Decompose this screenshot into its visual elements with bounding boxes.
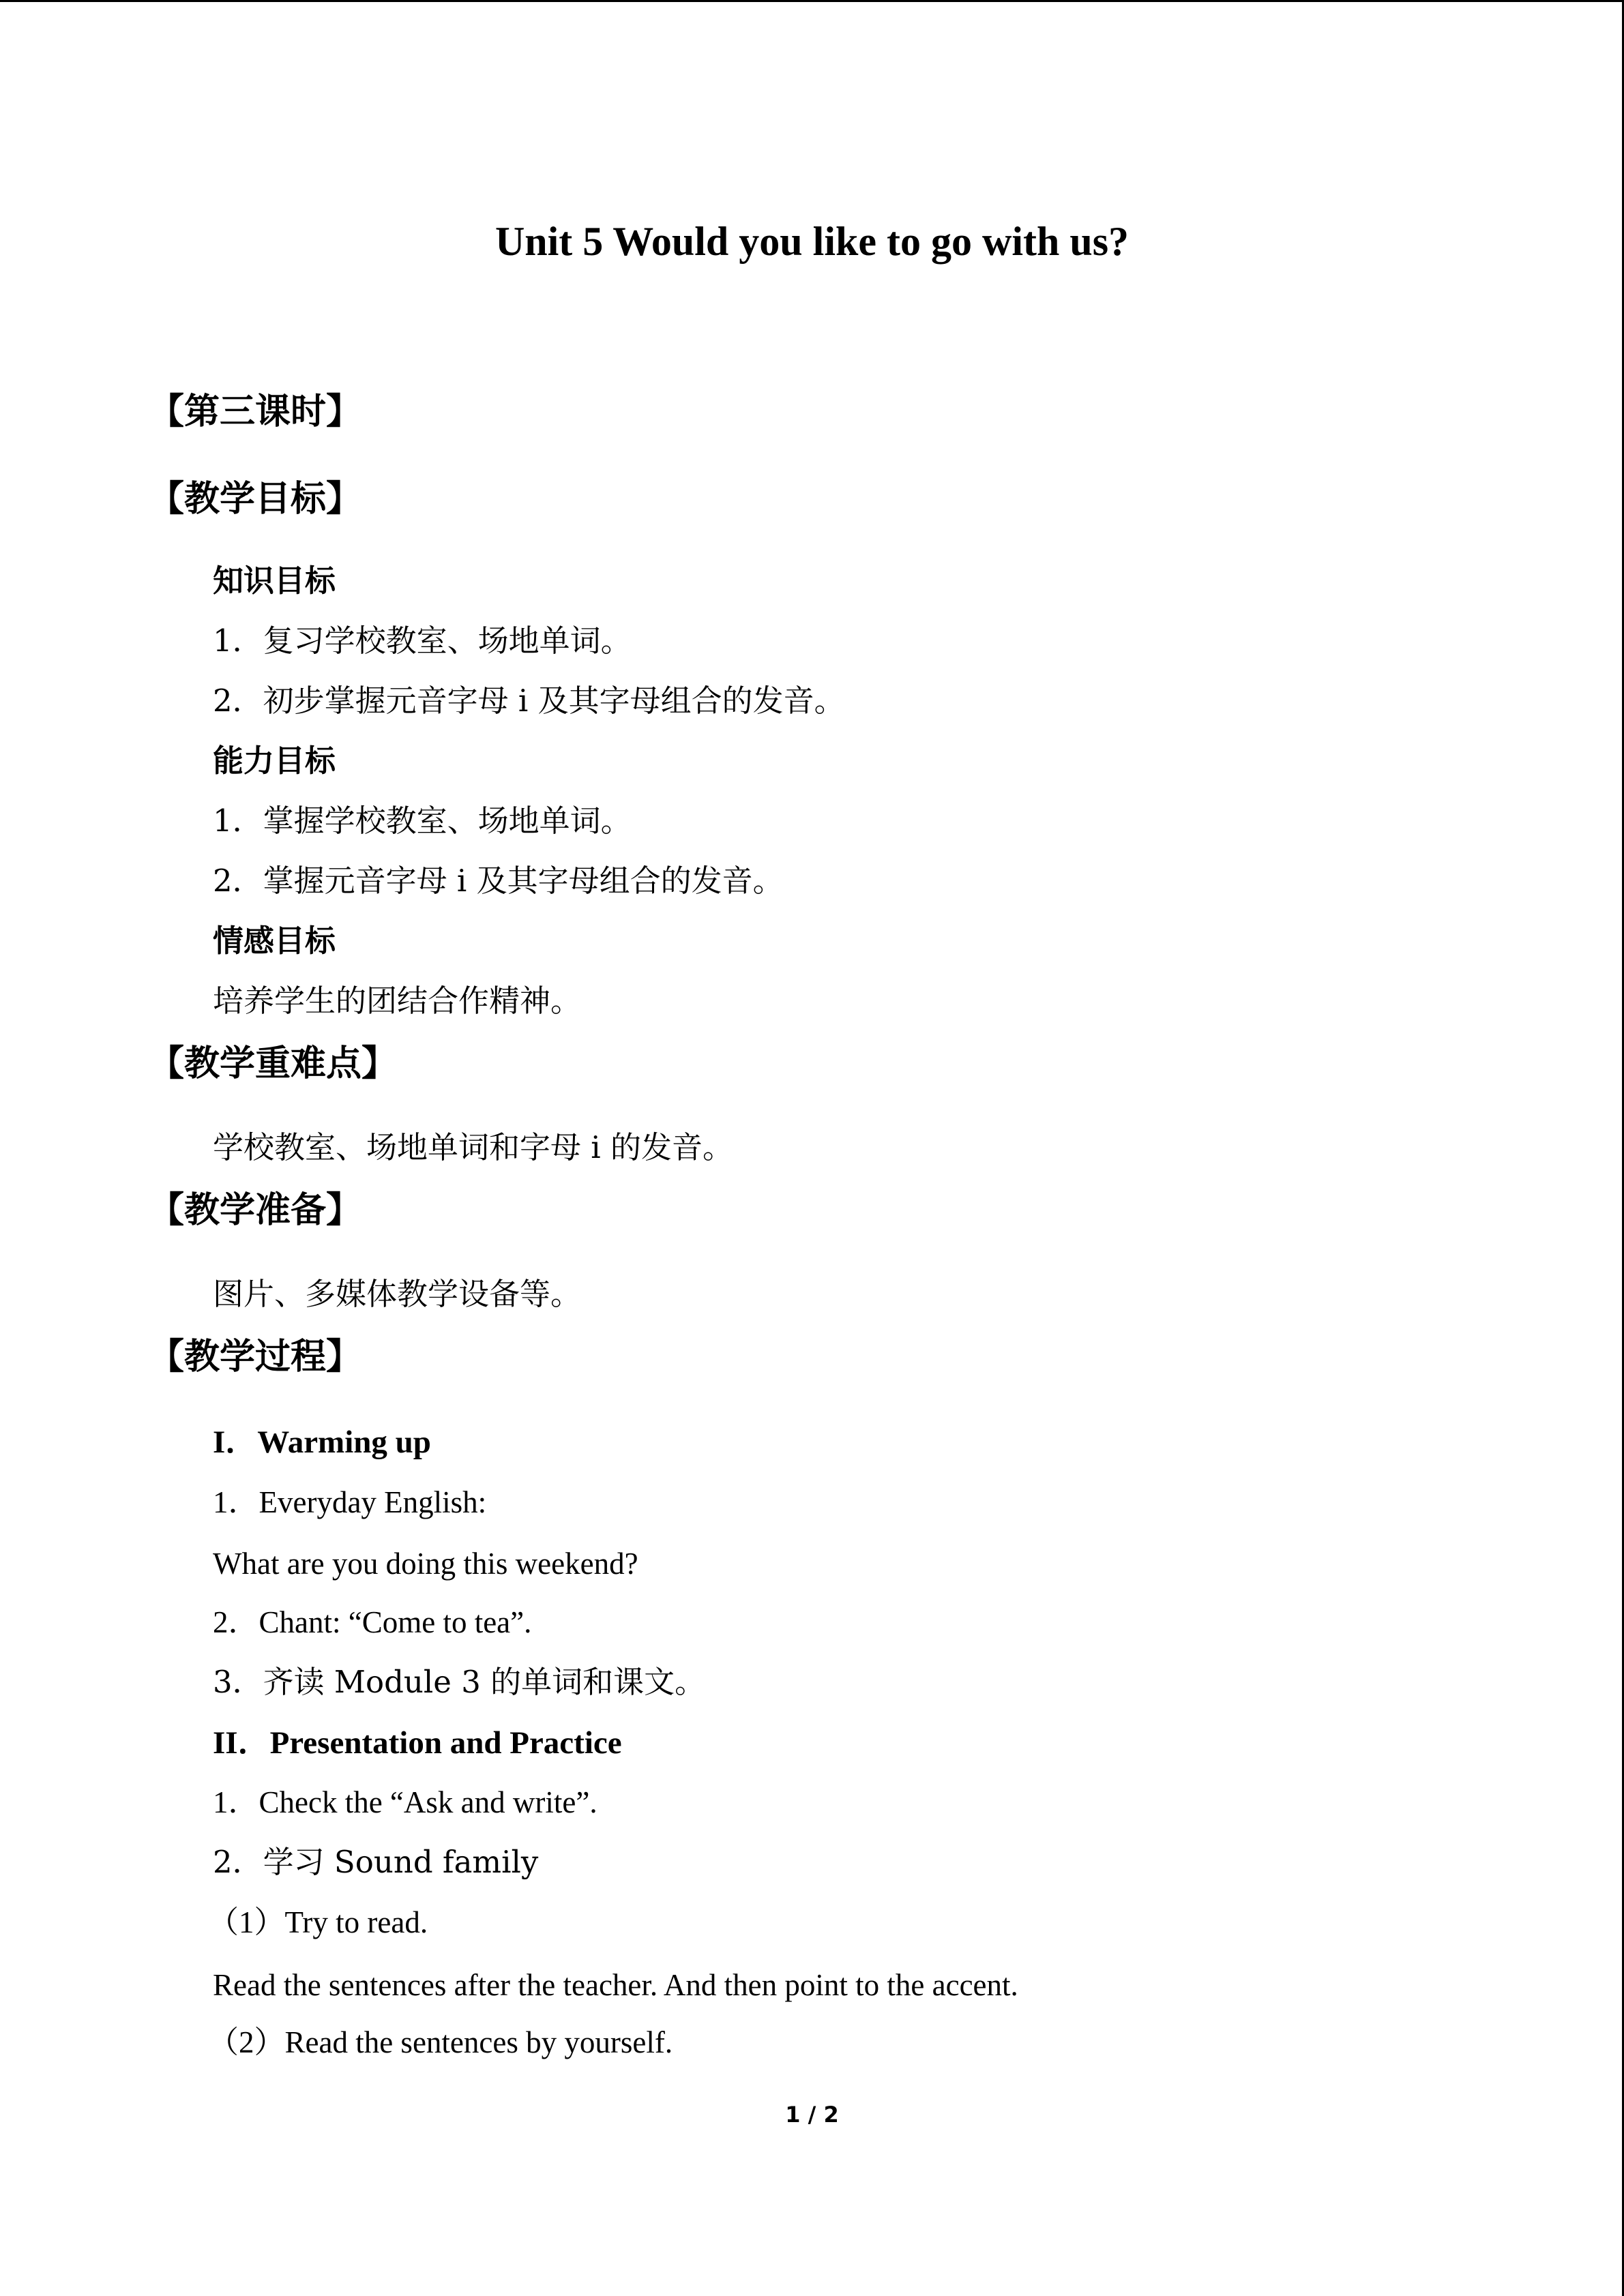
presentation-line: （1）Try to read. — [208, 1905, 428, 1939]
warming-up-label: I．Warming up — [213, 1425, 431, 1460]
process-heading: 【教学过程】 — [149, 1337, 362, 1377]
keypoints-heading: 【教学重难点】 — [149, 1043, 398, 1084]
presentation-line: 1．Check the “Ask and write”. — [213, 1785, 597, 1819]
knowledge-objective-item: 2．初步掌握元音字母 i 及其字母组合的发音。 — [213, 683, 845, 719]
warming-up-line: 3．齐读 Module 3 的单词和课文。 — [213, 1664, 706, 1700]
lesson-heading: 【第三课时】 — [149, 391, 362, 432]
knowledge-objectives-label: 知识目标 — [213, 563, 336, 599]
ability-objective-item: 2．掌握元音字母 i 及其字母组合的发音。 — [213, 863, 784, 899]
page-number: 1 / 2 — [785, 2102, 839, 2128]
presentation-label: II．Presentation and Practice — [213, 1725, 622, 1761]
preparation-text: 图片、多媒体教学设备等。 — [213, 1276, 582, 1312]
presentation-line: 2．学习 Sound family — [213, 1844, 539, 1880]
ability-objectives-label: 能力目标 — [213, 743, 336, 779]
warming-up-line: 2．Chant: “Come to tea”. — [213, 1605, 532, 1639]
ability-objective-item: 1．掌握学校教室、场地单词。 — [213, 803, 632, 839]
keypoints-text: 学校教室、场地单词和字母 i 的发音。 — [213, 1129, 734, 1165]
warming-up-line: 1．Everyday English: — [213, 1485, 487, 1519]
emotion-objectives-label: 情感目标 — [213, 923, 336, 959]
preparation-heading: 【教学准备】 — [149, 1190, 362, 1231]
warming-up-line: What are you doing this weekend? — [213, 1547, 638, 1581]
knowledge-objective-item: 1．复习学校教室、场地单词。 — [213, 623, 632, 659]
presentation-line: （2）Read the sentences by yourself. — [208, 2025, 673, 2059]
presentation-line: Read the sentences after the teacher. And then point to the accent. — [213, 1968, 1018, 2002]
document-title: Unit 5 Would you like to go with us? — [494, 219, 1130, 264]
page-top-border — [0, 0, 1624, 2]
objectives-heading: 【教学目标】 — [149, 479, 362, 520]
emotion-objective-text: 培养学生的团结合作精神。 — [213, 983, 582, 1019]
